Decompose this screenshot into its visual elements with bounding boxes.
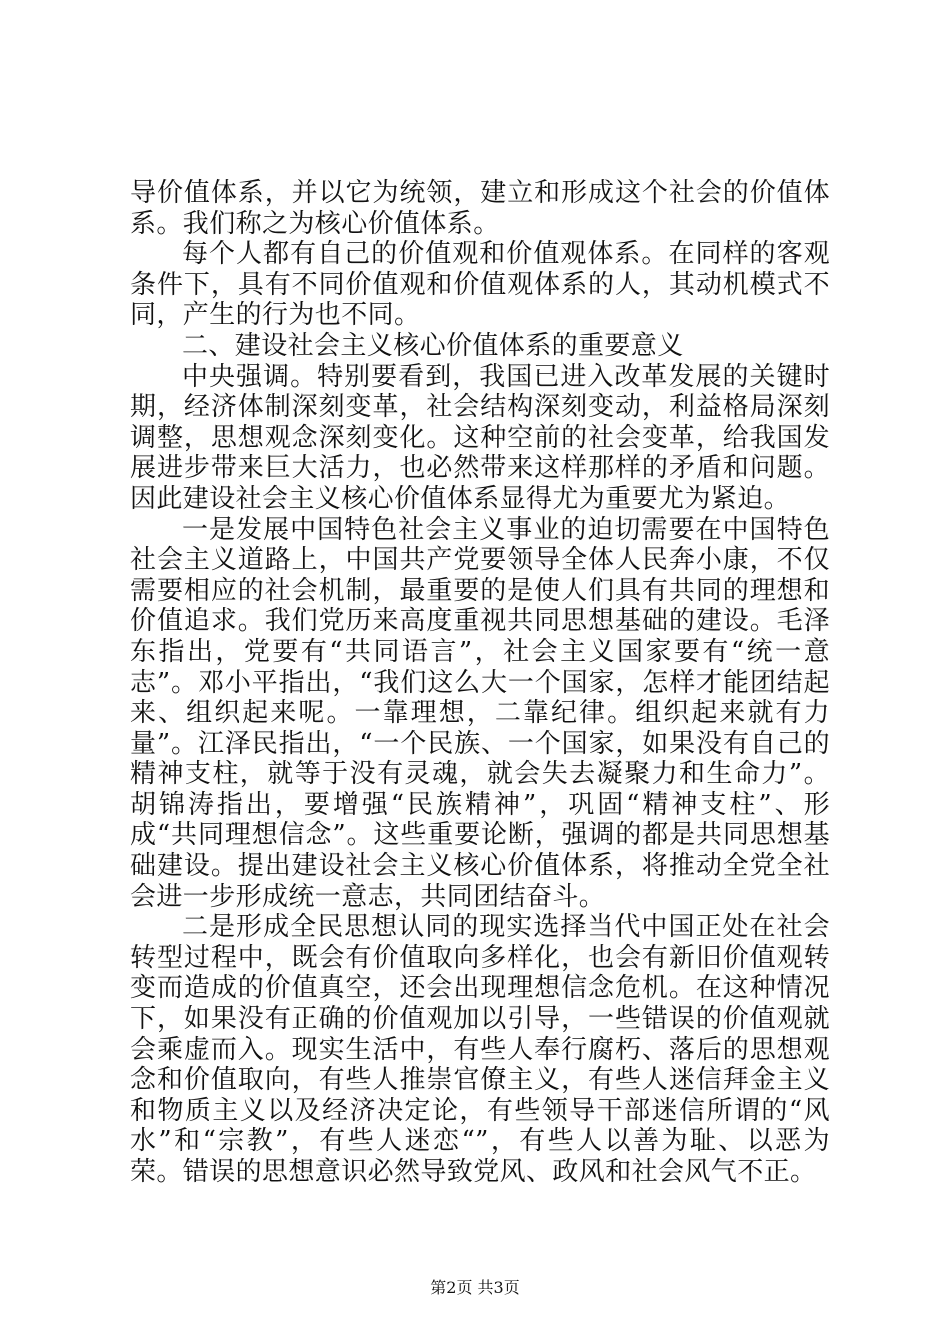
paragraph-values-individual: 每个人都有自己的价值观和价值观体系。在同样的客观条件下，具有不同价值观和价值观体系的人，其动机模式不同，产生的行为也不同。	[130, 239, 830, 331]
section-heading: 二、建设社会主义核心价值体系的重要意义	[182, 330, 684, 361]
page-footer	[0, 1278, 950, 1298]
paragraph-central-emphasis: 中央强调。特别要看到，我国已进入改革发展的关键时期，经济体制深刻变革，社会结构深刻变动，利益格局深刻调整，思想观念深刻变化。这种空前的社会变革，给我国发展进步带来巨大活力，也必然带来这样那样的矛盾和问题。因此建设社会主义核心价值体系显得尤为重要尤为紧迫。	[130, 361, 830, 514]
paragraph-continuation: 导价值体系，并以它为统领，建立和形成这个社会的价值体系。我们称之为核心价值体系。	[130, 178, 830, 239]
document-body	[130, 178, 830, 1188]
paragraph-point-two: 二是形成全民思想认同的现实选择当代中国正处在社会转型过程中，既会有价值取向多样化，也会有新旧价值观转变而造成的价值真空，还会出现理想信念危机。在这种情况下，如果没有正确的价值观加以引导，一些错误的价值观就会乘虚而入。现实生活中，有些人奉行腐朽、落后的思想观念和价值取向，有些人推崇官僚主义，有些人迷信拜金主义和物质主义以及经济决定论，有些领导干部迷信所谓的“风水”和“宗教”，有些人迷恋“”，有些人以善为耻、以恶为荣。错误的思想意识必然导致党风、政风和社会风气不正。	[130, 912, 830, 1187]
paragraph-point-one: 一是发展中国特色社会主义事业的迫切需要在中国特色社会主义道路上，中国共产党要领导全体人民奔小康，不仅需要相应的社会机制，最重要的是使人们具有共同的理想和价值追求。我们党历来高度重视共同思想基础的建设。毛泽东指出，党要有“共同语言”，社会主义国家要有“统一意志”。邓小平指出，“我们这么大一个国家，怎样才能团结起来、组织起来呢。一靠理想，二靠纪律。组织起来就有力量”。江泽民指出，“一个民族、一个国家，如果没有自己的精神支柱，就等于没有灵魂，就会失去凝聚力和生命力”。胡锦涛指出，要增强“民族精神”，巩固“精神支柱”、形成“共同理想信念”。这些重要论断，强调的都是共同思想基础建设。提出建设社会主义核心价值体系，将推动全党全社会进一步形成统一意志，共同团结奋斗。	[130, 514, 830, 912]
page-number-label: 第2页 共3页	[430, 1278, 520, 1297]
